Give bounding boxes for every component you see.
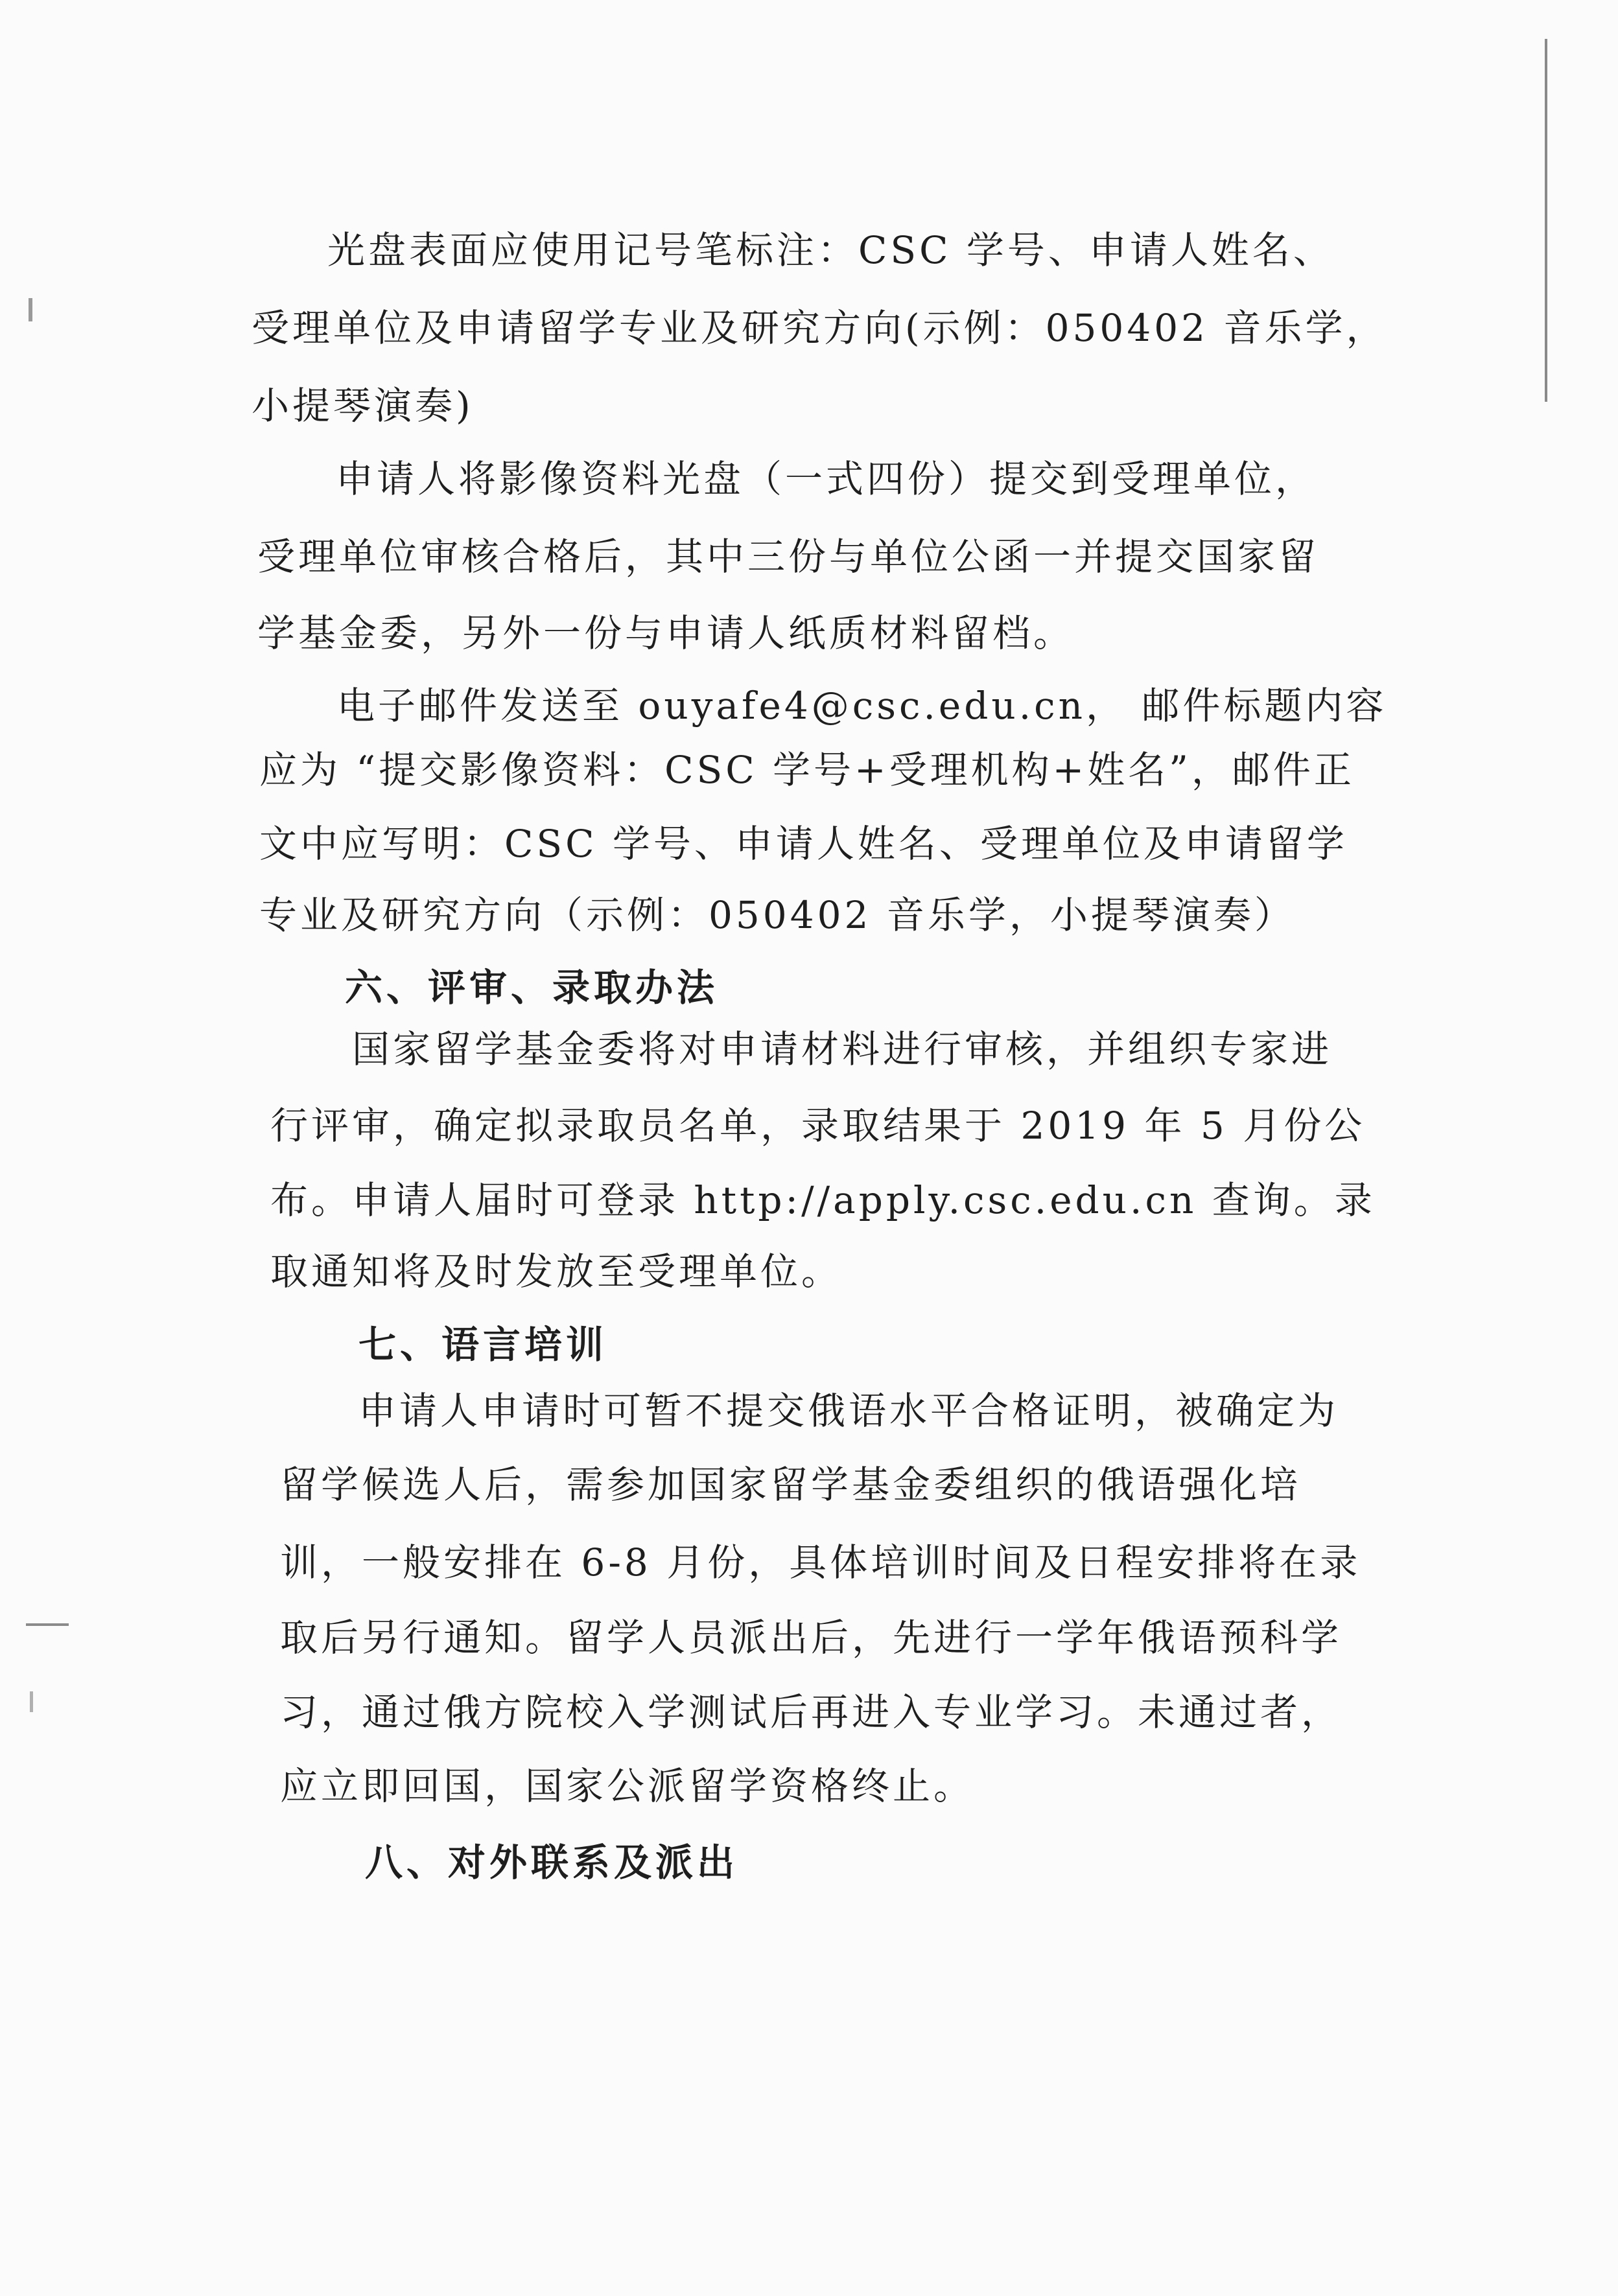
section-heading: 八、对外联系及派出 (365, 1840, 739, 1884)
paragraph-line: 光盘表面应使用记号笔标注：CSC 学号、申请人姓名、 (327, 228, 1334, 272)
paragraph-line: 专业及研究方向（示例：050402 音乐学，小提琴演奏） (259, 893, 1295, 937)
paragraph-line: 行评审，确定拟录取员名单，录取结果于 2019 年 5 月份公 (270, 1104, 1366, 1148)
paragraph-line: 留学候选人后，需参加国家留学基金委组织的俄语强化培 (280, 1463, 1302, 1507)
paragraph-line: 小提琴演奏) (252, 384, 474, 428)
paragraph-line: 学基金委，另外一份与申请人纸质材料留档。 (257, 611, 1075, 655)
paragraph-line: 电子邮件发送至 ouyafe4@csc.edu.cn， 邮件标题内容 (337, 684, 1387, 728)
paragraph-line: 应为 “提交影像资料：CSC 学号+受理机构+姓名”，邮件正 (259, 748, 1355, 792)
paragraph-line: 申请人申请时可暂不提交俄语水平合格证明，被确定为 (358, 1389, 1339, 1433)
paragraph-line: 受理单位审核合格后，其中三份与单位公函一并提交国家留 (257, 535, 1320, 579)
section-heading: 六、评审、录取办法 (345, 966, 719, 1010)
paragraph-line: 文中应写明：CSC 学号、申请人姓名、受理单位及申请留学 (259, 822, 1348, 866)
paragraph-line: 受理单位及申请留学专业及研究方向(示例：050402 音乐学， (252, 306, 1387, 350)
paragraph-line: 训，一般安排在 6-8 月份，具体培训时间及日程安排将在录 (280, 1540, 1361, 1584)
section-heading: 七、语言培训 (358, 1323, 608, 1367)
paragraph-line: 习，通过俄方院校入学测试后再进入专业学习。未通过者， (280, 1690, 1342, 1734)
paragraph-line: 布。申请人届时可登录 http://apply.csc.edu.cn 查询。录 (270, 1178, 1376, 1222)
paragraph-line: 申请人将影像资料光盘（一式四份）提交到受理单位， (336, 457, 1317, 501)
paragraph-line: 取后另行通知。留学人员派出后，先进行一学年俄语预科学 (280, 1616, 1342, 1660)
paragraph-line: 国家留学基金委将对申请材料进行审核，并组织专家进 (352, 1027, 1333, 1071)
paragraph-line: 应立即回国，国家公派留学资格终止。 (280, 1764, 975, 1808)
paragraph-line: 取通知将及时发放至受理单位。 (270, 1249, 843, 1293)
